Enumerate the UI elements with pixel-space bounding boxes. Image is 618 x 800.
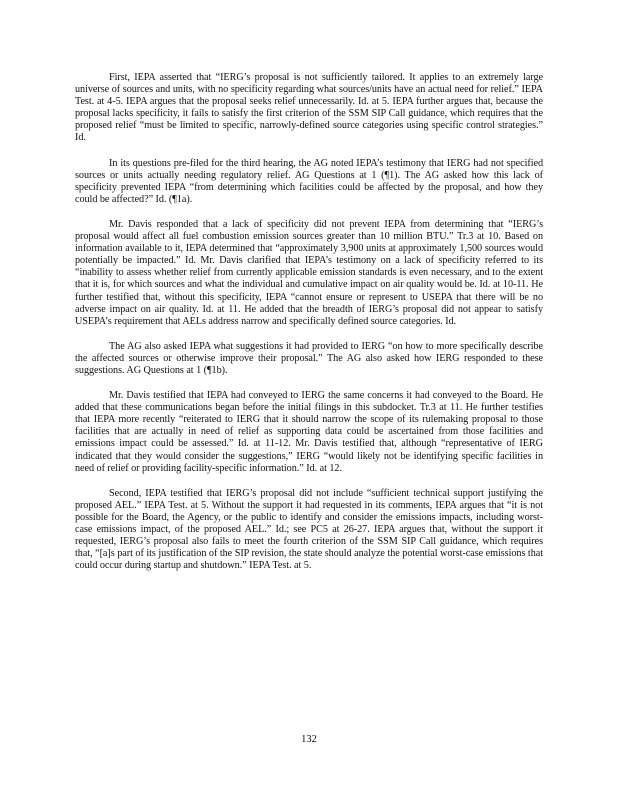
paragraph-1: First, IEPA asserted that “IERG’s proposal is not sufficiently tailored. It applies to an extremely large universe of sources and units, with no specificity regarding what sources/units have an actual need for relief.” IEPA Test. at 4-5. IEPA argues that the proposal seeks relief unnecessarily. Id. at 5. IEPA further argues that, because the proposal lacks specificity, it fails to satisfy the first criterion of the SSM SIP Call guidance, which requires that the proposed relief “must be limited to specific, narrowly-defined source categories using specific control strategies.” Id. xyxy=(75,72,543,144)
paragraph-5: Mr. Davis testified that IEPA had conveyed to IERG the same concerns it had conveyed to the Board. He added that these communications began before the initial filings in this subdocket. Tr.3 at 11. He further testifies that IEPA more recently “reiterated to IERG that it should narrow the scope of its rulemaking proposal to those facilities that are actually in need of relief as supporting data could be ascertained from those facilities and emissions impact could be assessed.” Id. at 11-12. Mr. Davis testified that, although “representative of IERG indicated that they would consider the suggestions,” IERG “would likely not be identifying specific facilities in need of relief or providing facility-specific information.” Id. at 12. xyxy=(75,390,543,474)
paragraph-4: The AG also asked IEPA what suggestions it had provided to IERG “on how to more specifically describe the affected sources or otherwise improve their proposal.” The AG also asked how IERG responded to these suggestions. AG Questions at 1 (¶1b). xyxy=(75,340,543,376)
page-body xyxy=(75,72,543,585)
paragraph-6: Second, IEPA testified that IERG’s proposal did not include “sufficient technical support justifying the proposed AEL.” IEPA Test. at 5. Without the support it had requested in its comments, IEPA argues that “it is not possible for the Board, the Agency, or the public to identify and consider the emissions impacts, including worst-case emissions impact, of the proposed AEL.” Id.; see PC5 at 26-27. IEPA argues that, without the support it requested, IERG’s proposal also fails to meet the fourth criterion of the SSM SIP Call guidance, which requires that, “[a]s part of its justification of the SIP revision, the state should analyze the potential worst-case emissions that could occur during startup and shutdown.” IEPA Test. at 5. xyxy=(75,487,543,572)
paragraph-3: Mr. Davis responded that a lack of specificity did not prevent IEPA from determining that “IERG’s proposal would affect all fuel combustion emission sources greater than 10 million BTU.” Tr.3 at 10. Based on information available to it, IEPA determined that “approximately 3,900 units at approximately 1,500 sources would potentially be impacted.” Id. Mr. Davis clarified that IEPA’s testimony on a lack of specificity referred to its “inability to assess whether relief from currently applicable emission standards is even necessary, and to the extent that it is, for which sources and what the individual and cumulative impact on air quality would be. Id. at 10-11. He further testified that, without this specificity, IEPA “cannot ensure or represent to USEPA that there will be no adverse impact on air quality. Id. at 11. He added that the breadth of IERG’s proposal did not appear to satisfy USEPA’s requirement that AELs address narrow and specifically defined source categories. Id. xyxy=(75,218,543,327)
page-number: 132 xyxy=(301,734,317,745)
paragraph-2: In its questions pre-filed for the third hearing, the AG noted IEPA’s testimony that IERG had not specified sources or units actually needing regulatory relief. AG Questions at 1 (¶1). The AG asked how this lack of specificity prevented IEPA “from determining which facilities could be affected by the proposal, and how they could be affected?” Id. (¶1a). xyxy=(75,157,543,205)
